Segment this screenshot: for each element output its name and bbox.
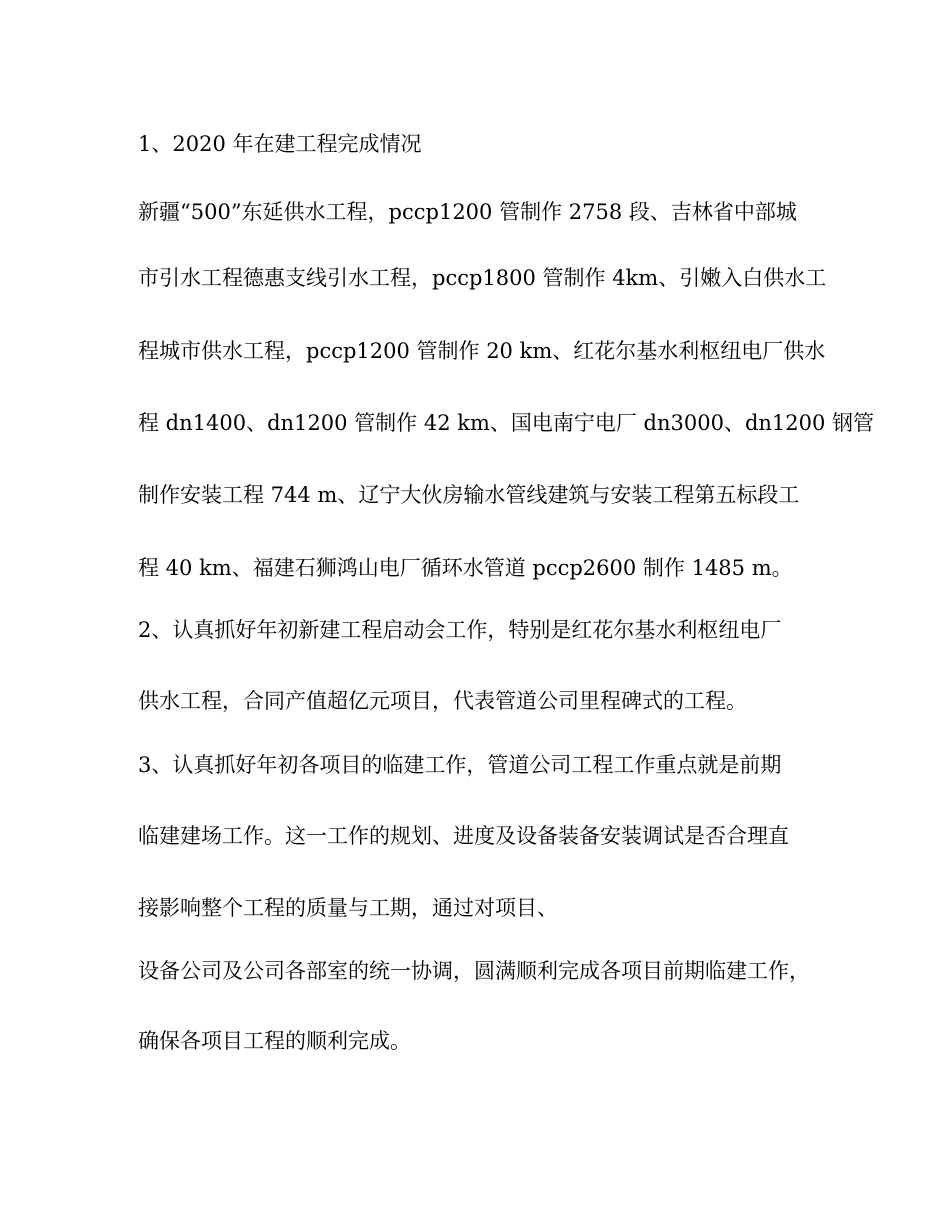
section-2-line: 2、认真抓好年初新建工程启动会工作，特别是红花尔基水利枢纽电厂 bbox=[138, 618, 782, 642]
paragraph-line: 供水工程，合同产值超亿元项目，代表管道公司里程碑式的工程。 bbox=[138, 689, 747, 713]
paragraph-line: 程 40 km、福建石狮鸿山电厂循环水管道 pccp2600 制作 1485 m。 bbox=[138, 556, 793, 580]
paragraph-line: 程 dn1400、dn1200 管制作 42 km、国电南宁电厂 dn3000、dn1200 钢管 bbox=[138, 411, 875, 435]
paragraph-line: 确保各项目工程的顺利完成。 bbox=[138, 1029, 411, 1053]
paragraph-line: 临建建场工作。这一工作的规划、进度及设备装备安装调试是否合理直 bbox=[138, 824, 789, 848]
section-1-heading: 1、2020 年在建工程完成情况 bbox=[138, 132, 422, 156]
paragraph-line: 接影响整个工程的质量与工期，通过对项目、 bbox=[138, 896, 558, 920]
paragraph-line: 程城市供水工程，pccp1200 管制作 20 km、红花尔基水利枢纽电厂供水 bbox=[138, 339, 826, 363]
paragraph-line: 新疆“500”东延供水工程，pccp1200 管制作 2758 段、吉林省中部城 bbox=[138, 200, 797, 224]
paragraph-line: 制作安装工程 744 m、辽宁大伙房输水管线建筑与安装工程第五标段工 bbox=[138, 483, 800, 507]
section-3-line: 3、认真抓好年初各项目的临建工作，管道公司工程工作重点就是前期 bbox=[138, 753, 782, 777]
paragraph-line: 设备公司及公司各部室的统一协调，圆满顺利完成各项目前期临建工作， bbox=[138, 959, 810, 983]
paragraph-line: 市引水工程德惠支线引水工程，pccp1800 管制作 4km、引嫩入白供水工 bbox=[138, 266, 827, 290]
